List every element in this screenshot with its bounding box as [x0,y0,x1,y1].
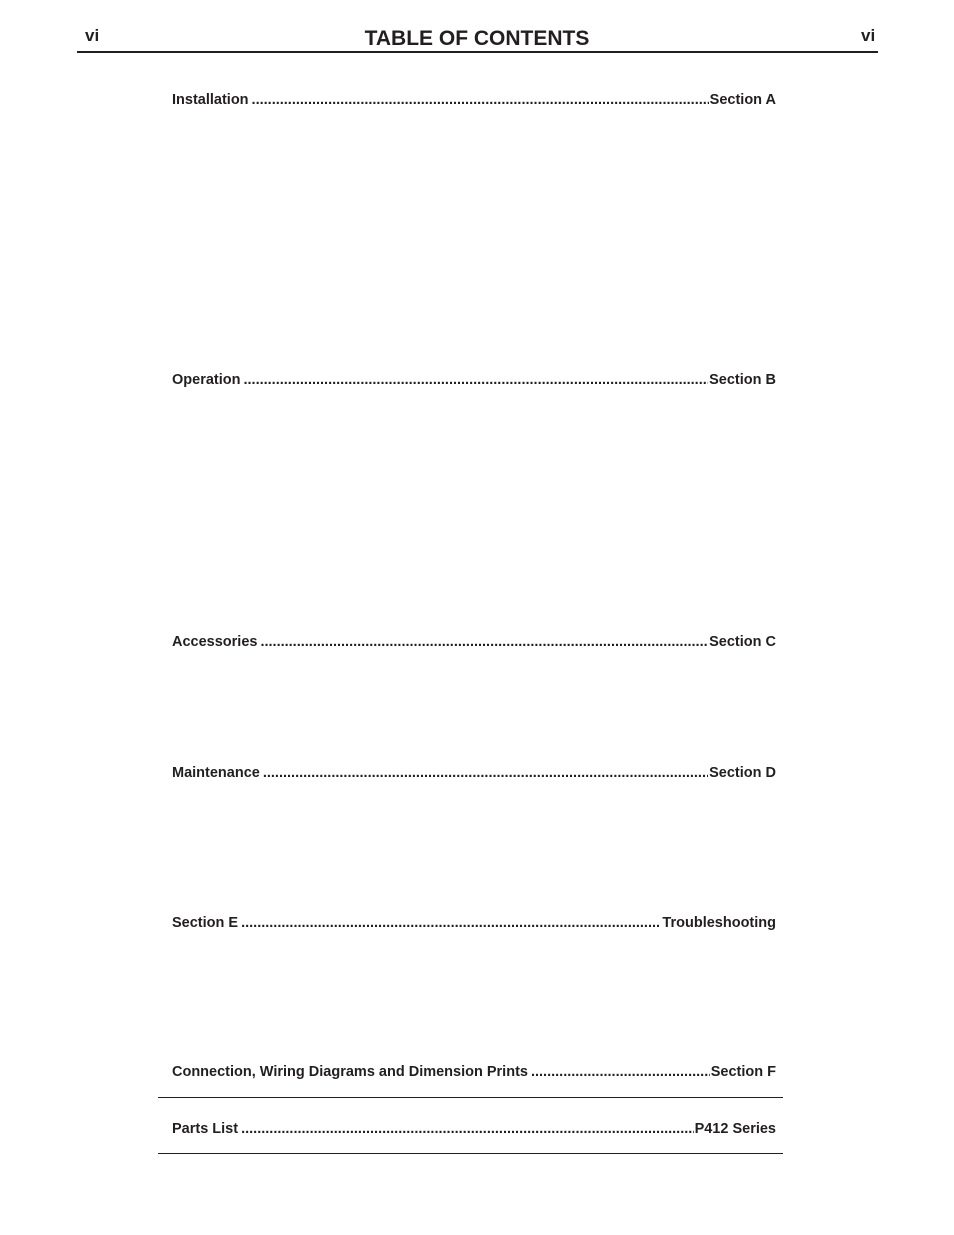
toc-entry-wiring-diagrams[interactable] [172,1063,776,1081]
toc-entry-operation[interactable] [172,371,776,389]
toc-leader-dots [241,914,661,932]
toc-divider [158,1153,783,1154]
toc-entry-title: Installation [172,92,249,108]
toc-entry-section: Section A [709,92,776,108]
header-divider [77,51,878,53]
toc-entry-title: Connection, Wiring Diagrams and Dimension Prints [172,1064,528,1080]
toc-leader-dots [252,91,709,109]
toc-entry-title: Accessories [172,634,258,650]
toc-entry-maintenance[interactable] [172,764,776,782]
toc-entry-section: P412 Series [694,1121,776,1137]
toc-entry-section: Section D [709,765,776,781]
toc-divider [158,1097,783,1098]
toc-entry-troubleshooting[interactable] [172,914,776,932]
toc-entry-title: Parts List [172,1121,239,1137]
toc-entry-installation[interactable] [172,91,776,109]
toc-entry-section: Section F [710,1064,776,1080]
toc-entry-section: Troubleshooting [662,915,776,931]
toc-entry-title: Section E [172,915,239,931]
toc-entry-title: Maintenance [172,765,260,781]
toc-entry-parts-list[interactable] [172,1120,776,1138]
toc-entry-accessories[interactable] [172,633,776,651]
page-number-left: vi [85,26,100,45]
page-number-right: vi [861,26,876,45]
toc-leader-dots [531,1063,710,1081]
toc-entry-section: Section C [709,634,776,650]
toc-leader-dots [263,764,708,782]
toc-leader-dots [260,633,708,651]
toc-entry-title: Operation [172,372,241,388]
toc-leader-dots [243,371,708,389]
toc-entry-section: Section B [709,372,776,388]
toc-leader-dots [241,1120,693,1138]
page-title: TABLE OF CONTENTS [364,27,590,50]
